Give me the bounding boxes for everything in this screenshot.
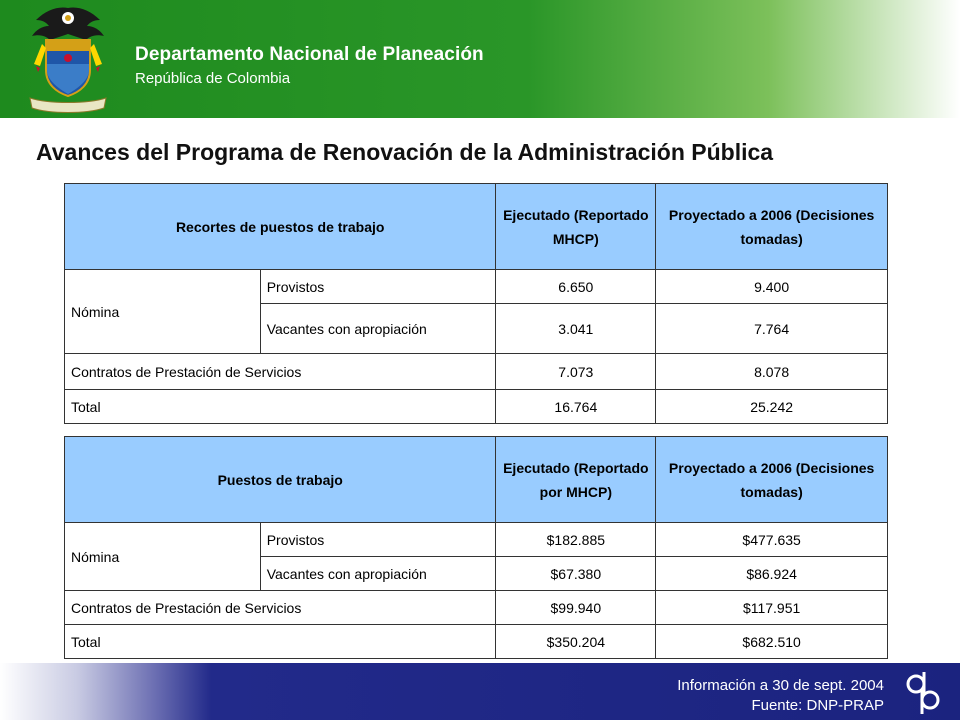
org-name: Departamento Nacional de Planeación <box>135 44 484 65</box>
value-cell: 8.078 <box>656 354 888 390</box>
value-cell: 3.041 <box>496 304 656 354</box>
org-subtitle: República de Colombia <box>135 70 291 87</box>
row-label-cell: Vacantes con apropiación <box>260 557 496 591</box>
job-costs-table <box>64 436 888 659</box>
footer-info <box>677 676 884 716</box>
header-banner <box>0 0 960 118</box>
table-row <box>65 591 888 625</box>
value-cell: 7.764 <box>656 304 888 354</box>
job-cuts-table <box>64 183 888 424</box>
table-row <box>65 523 888 557</box>
value-cell: $682.510 <box>656 625 888 659</box>
table-row <box>65 390 888 424</box>
dnp-logo-icon <box>902 668 946 716</box>
table-row <box>65 354 888 390</box>
header-cell: Proyectado a 2006 (Decisiones tomadas) <box>656 437 888 523</box>
header-cell: Puestos de trabajo <box>65 437 496 523</box>
row-label-cell: Provistos <box>260 270 496 304</box>
value-cell: 9.400 <box>656 270 888 304</box>
header-cell: Ejecutado (Reportado por MHCP) <box>496 437 656 523</box>
row-label-cell: Contratos de Prestación de Servicios <box>65 591 496 625</box>
table-row <box>65 625 888 659</box>
value-cell: $350.204 <box>496 625 656 659</box>
header-cell: Ejecutado (Reportado MHCP) <box>496 184 656 270</box>
value-cell: 25.242 <box>656 390 888 424</box>
table-row <box>65 270 888 304</box>
row-label-cell: Contratos de Prestación de Servicios <box>65 354 496 390</box>
row-label-cell: Total <box>65 390 496 424</box>
group-label-cell: Nómina <box>65 270 261 354</box>
value-cell: $67.380 <box>496 557 656 591</box>
value-cell: $477.635 <box>656 523 888 557</box>
value-cell: 16.764 <box>496 390 656 424</box>
value-cell: 6.650 <box>496 270 656 304</box>
row-label-cell: Vacantes con apropiación <box>260 304 496 354</box>
colombia-coat-of-arms-icon <box>22 4 114 116</box>
value-cell: $86.924 <box>656 557 888 591</box>
row-label-cell: Total <box>65 625 496 659</box>
footer-date: Información a 30 de sept. 2004 <box>677 677 884 694</box>
table-header-row <box>65 184 888 270</box>
header-cell: Recortes de puestos de trabajo <box>65 184 496 270</box>
value-cell: $182.885 <box>496 523 656 557</box>
value-cell: $117.951 <box>656 591 888 625</box>
row-label-cell: Provistos <box>260 523 496 557</box>
value-cell: 7.073 <box>496 354 656 390</box>
footer-source: Fuente: DNP-PRAP <box>751 697 884 714</box>
group-label-cell: Nómina <box>65 523 261 591</box>
value-cell: $99.940 <box>496 591 656 625</box>
header-cell: Proyectado a 2006 (Decisiones tomadas) <box>656 184 888 270</box>
table-header-row <box>65 437 888 523</box>
page-title: Avances del Programa de Renovación de la Administración Pública <box>36 139 774 165</box>
